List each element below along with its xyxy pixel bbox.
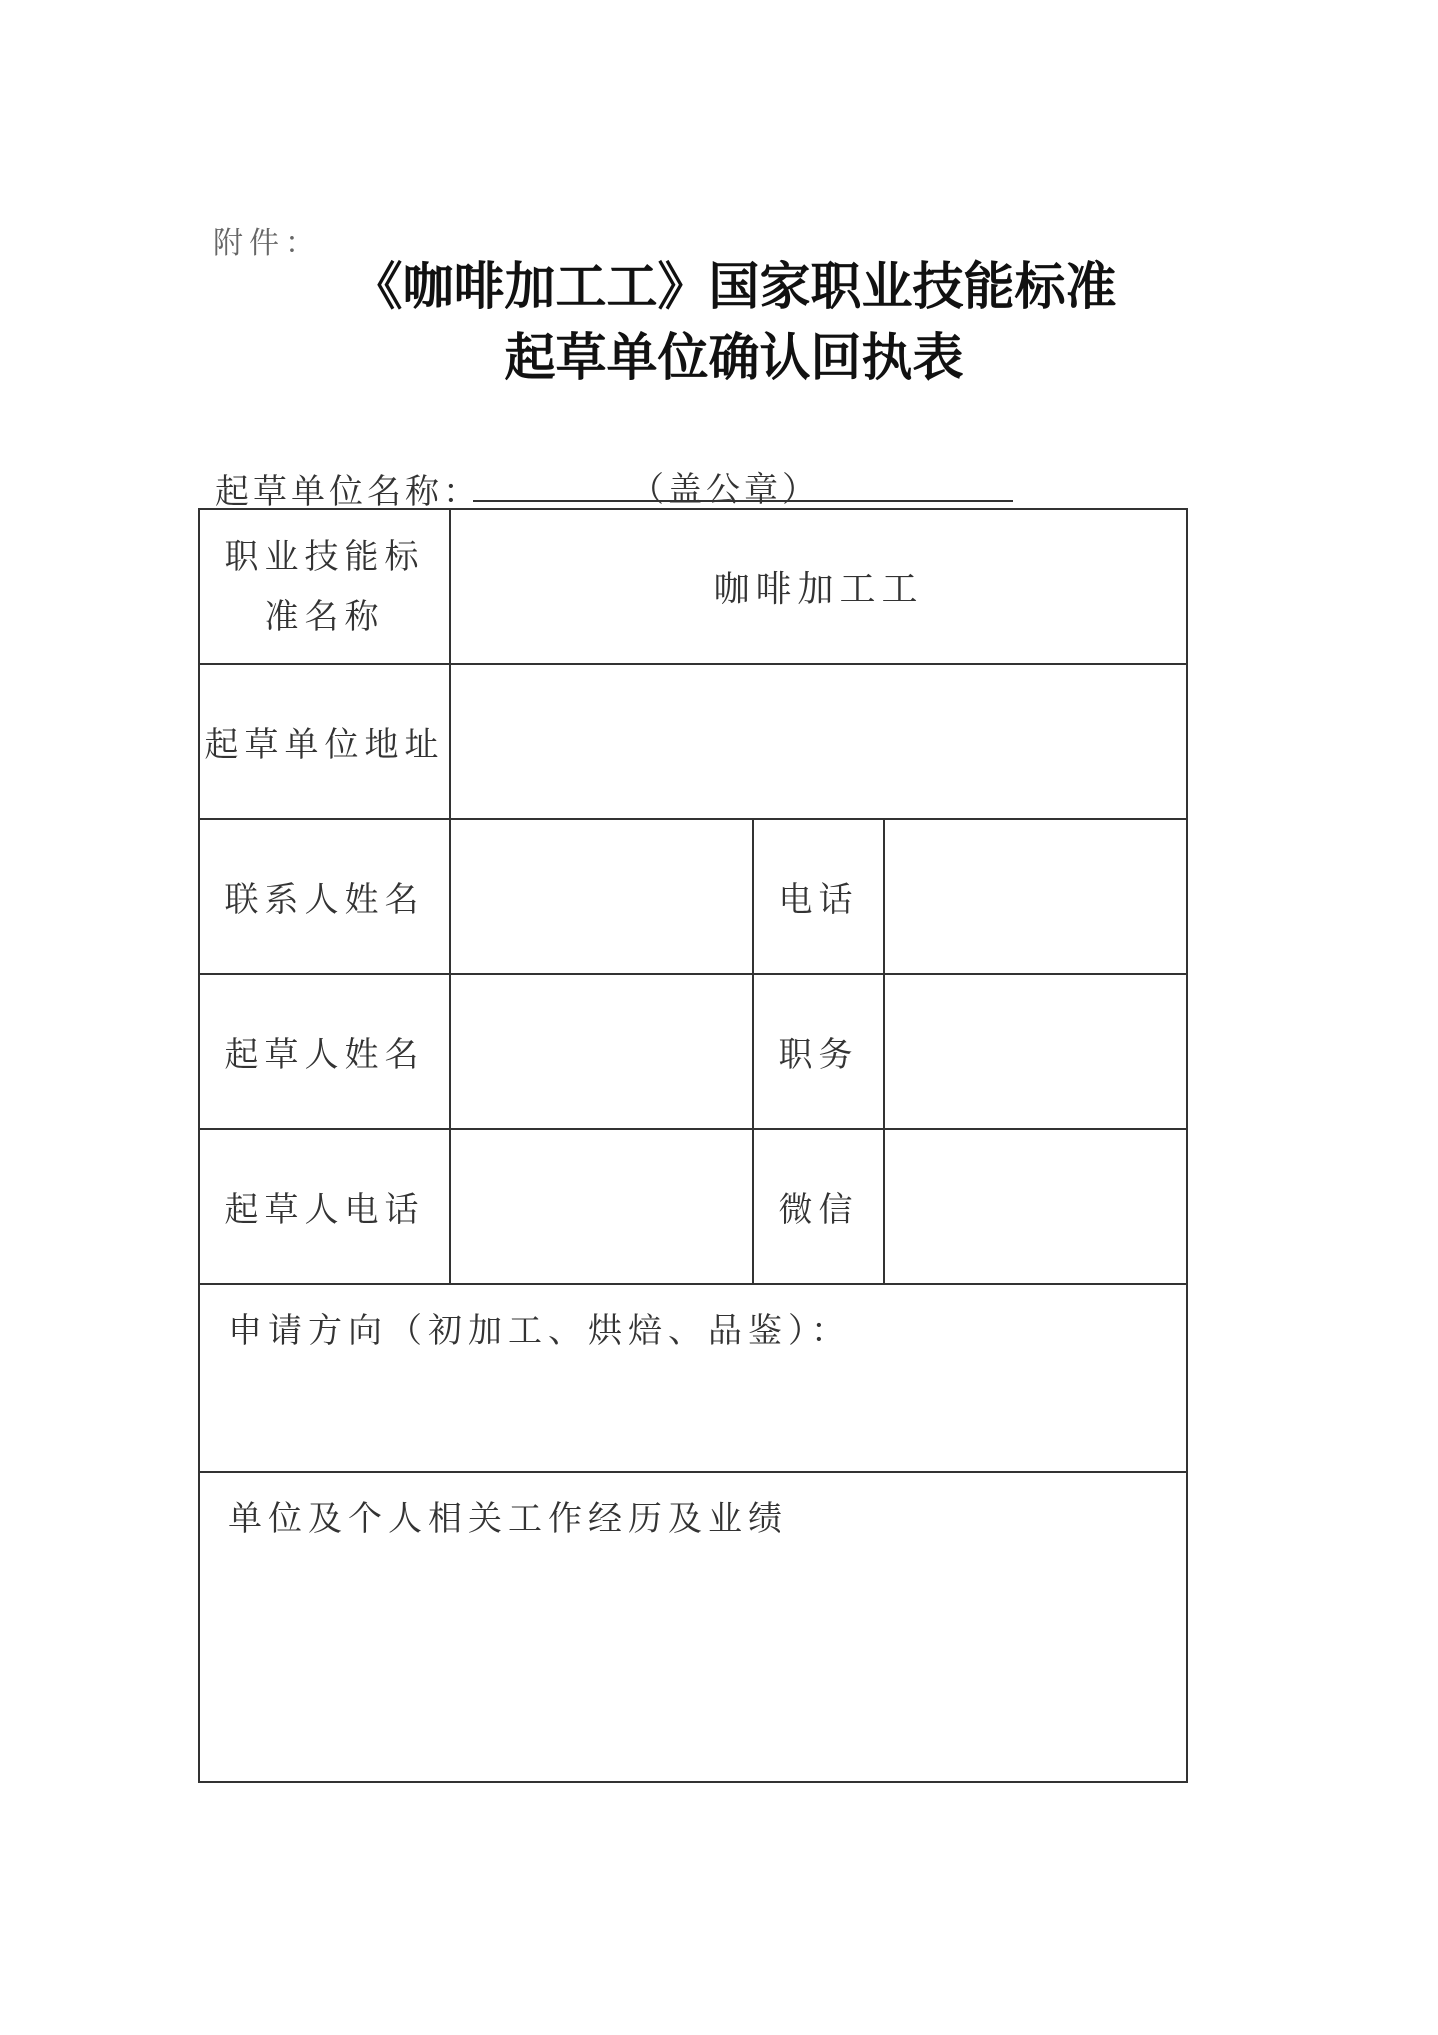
contact-name-input-cell[interactable] bbox=[450, 819, 753, 974]
address-label-cell bbox=[199, 664, 450, 819]
standard-name-label-cell bbox=[199, 509, 450, 664]
table-row bbox=[199, 509, 1187, 664]
wechat-label-cell bbox=[753, 1129, 884, 1284]
table-row bbox=[199, 1129, 1187, 1284]
wechat-label: 微信 bbox=[778, 1190, 859, 1230]
contact-name-label-cell bbox=[199, 819, 450, 974]
document-subtitle: 起草单位确认回执表 bbox=[504, 329, 964, 388]
document-title: 《咖啡加工工》国家职业技能标准 bbox=[351, 258, 1117, 317]
work-experience-label: 单位及个人相关工作经历及业绩 bbox=[228, 1499, 788, 1539]
contact-name-label: 联系人姓名 bbox=[224, 880, 425, 920]
wechat-input-cell[interactable] bbox=[884, 1129, 1187, 1284]
position-input-cell[interactable] bbox=[884, 974, 1187, 1129]
position-label: 职务 bbox=[778, 1035, 859, 1075]
table-row bbox=[199, 1472, 1187, 1782]
drafter-name-input-cell[interactable] bbox=[450, 974, 753, 1129]
confirmation-form-table bbox=[198, 508, 1188, 1783]
attachment-label: 附件： bbox=[213, 226, 321, 261]
drafter-name-label: 起草人姓名 bbox=[224, 1035, 425, 1075]
drafting-unit-label: 起草单位名称： bbox=[215, 472, 481, 512]
position-label-cell bbox=[753, 974, 884, 1129]
table-row bbox=[199, 819, 1187, 974]
standard-name-value: 咖啡加工工 bbox=[713, 569, 924, 610]
address-input-cell[interactable] bbox=[450, 664, 1187, 819]
phone-label-cell bbox=[753, 819, 884, 974]
official-seal-note: （盖公章） bbox=[630, 470, 820, 510]
drafter-phone-input-cell[interactable] bbox=[450, 1129, 753, 1284]
table-row bbox=[199, 1284, 1187, 1472]
standard-name-label: 职业技能标准名称 bbox=[224, 536, 425, 637]
address-label: 起草单位地址 bbox=[204, 725, 445, 765]
table-row bbox=[199, 664, 1187, 819]
phone-label: 电话 bbox=[778, 880, 859, 920]
phone-input-cell[interactable] bbox=[884, 819, 1187, 974]
application-direction-label: 申请方向（初加工、烘焙、品鉴）： bbox=[228, 1311, 851, 1351]
drafting-unit-row bbox=[215, 460, 1015, 510]
drafter-phone-label-cell bbox=[199, 1129, 450, 1284]
standard-name-value-cell[interactable] bbox=[450, 509, 1187, 664]
drafter-phone-label: 起草人电话 bbox=[224, 1190, 425, 1230]
work-experience-cell[interactable] bbox=[199, 1472, 1187, 1782]
application-direction-cell[interactable] bbox=[199, 1284, 1187, 1472]
table-row bbox=[199, 974, 1187, 1129]
drafter-name-label-cell bbox=[199, 974, 450, 1129]
